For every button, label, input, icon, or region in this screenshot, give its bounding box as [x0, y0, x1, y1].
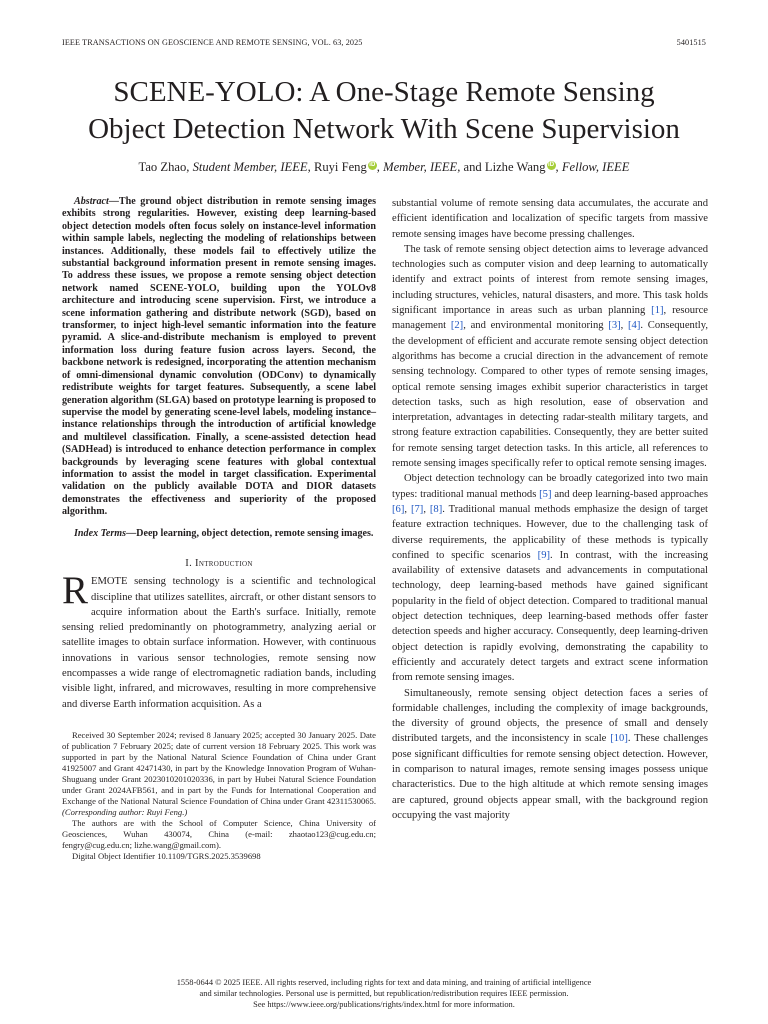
- citation-link[interactable]: [3]: [608, 320, 621, 332]
- citation-link[interactable]: [8]: [429, 503, 443, 515]
- footnote-divider: [62, 720, 376, 721]
- orcid-icon[interactable]: iD: [369, 162, 376, 168]
- citation-link[interactable]: [4]: [628, 320, 641, 332]
- abstract-text: The ground object distribution in remote sensing images exhibits strong regularities. However, existing deep learning-based object detection models often focus solely on instance-level information within sample labels, neglecting the modeling of relationships between instances. Additionally, these models fail to effectively utilize the substantial background information present in remote sensing images. To address these issues, we propose a remote sensing object detection network named SCENE-YOLO, building upon the YOLOv8 architecture and introducing scene supervision. First, we introduce a scene information gathering and distribute network (SGD), based on transformer, to inject high-level semantic information into the feature pyramid. A slice-and-distribute mechanism is employed to prevent information loss during feature fusion across layers. Second, the backbone network is redesigned, incorporating the attention mechanism of omni-dimensional dynamic convolution (ODConv) to dynamically redistribute weights for target features. Subsequently, a scene label generation algorithm (SLGA) based on prototype learning is proposed to supervise the model by generating scene-level labels, modeling instance–instance relationships through the introduction of artificial knowledge and multilevel classification. Finally, a scene-assisted detection head (SADHead) is introduced to enhance detection performance in complex backgrounds by leveraging scene features with global contextual information to assist the model in target classification. Experimental validation on the publicly available DOTA and DIOR datasets demonstrates the effectiveness and superiority of the proposed algorithm.: [62, 196, 376, 518]
- right-column: [392, 196, 708, 823]
- citation-link[interactable]: [10]: [610, 733, 628, 745]
- footnote-received: Received 30 September 2024; revised 8 January 2025; accepted 30 January 2025. Date of publication 7 February 2025; date of current version 18 February 2025. This work was supported in part by the National Natural Science Foundation of China under Grant 41925007 and Grant 42471430, in part by the Knowledge Innovation Program of Wuhan-Shuguang under Grant 2023010201020336, in part by Hubei Natural Science Foundation under Grant 2024AFB561, and in part by the Funds for International Cooperation and Exchange of the National Natural Science Foundation of China under Grant 42311530065. (Corresponding author: Ruyi Feng.): [62, 730, 376, 818]
- copyright-line-3[interactable]: See https://www.ieee.org/publications/rights/index.html for more information.: [253, 1000, 515, 1009]
- paragraph-methods: Object detection technology can be broadly categorized into two main types: traditional manual methods [5] and deep learning-based approaches [6], [7], [8]. Traditional manual methods emphasize the design of target feature extraction techniques. However, due to the challenging task of diverse requirements, the applicability of these methods is typically confined to specific scenarios [9]. In contrast, with the increasing availability of extensive datasets and advancements in computational technology, deep learning-based methods have gained significant popularity in the field of object detection. Compared to traditional manual object detection techniques, deep learning-based methods offer faster detection speeds and higher accuracy. Consequently, deep learning-driven object detection is rapidly evolving, demonstrating the capability to efficiently and accurately detect targets and extract scene information from remote sensing images.: [392, 473, 709, 684]
- author-1: Tao Zhao,: [138, 160, 190, 174]
- author-1-role: Student Member, IEEE,: [192, 160, 311, 174]
- author-conjunction: and: [463, 160, 482, 174]
- paragraph-continued: substantial volume of remote sensing data accumulates, the accurate and efficient identification and localization of specific targets from massive remote sensing images have become pressing challenges.: [392, 198, 708, 240]
- paragraph-challenges: Simultaneously, remote sensing object detection faces a series of formidable challenges, including the complexity of image backgrounds, the diversity of ground objects, the presence of small and densely distributed targets, and the inconsistency in scale [10]. These challenges pose significant difficulties for remote sensing object detection. However, in comparison to natural images, remote sensing images possess unique characteristics. Due to the high altitude at which remote sensing images are captured, ground objects appear small, with the background region occupying the vast majority: [392, 687, 708, 821]
- copyright-line-1: 1558-0644 © 2025 IEEE. All rights reserved, including rights for text and data mining, and training of artificial intelligence: [176, 978, 592, 987]
- index-terms: Index Terms—Deep learning, object detection, remote sensing images.: [74, 527, 374, 539]
- paragraph-task: The task of remote sensing object detection aims to leverage advanced technologies such as computer vision and deep learning to automatically identify and extract points of interest from remote sensing images, including structures, vehicles, natural disasters, and more. This task holds significant importance in areas such as urban planning [1], resource management [2], and environmental monitoring [3], [4]. Consequently, the development of efficient and accurate remote sensing object detection algorithms has become a crucial direction in the advancement of remote sensing technology. Compared to other types of remote sensing images, optical remote sensing images exhibit superior characteristics in target detection tasks, such as high resolution, ease of observation and interpretation, advantages in detecting radar-stealth military targets, and strong feature extraction capabilities. Consequently, they are better suited for remote sensing target detection tasks. In this article, all references to remote sensing images specifically refer to optical remote sensing images.: [392, 243, 708, 470]
- orcid-icon[interactable]: iD: [548, 162, 555, 168]
- abstract-label: Abstract: [74, 196, 109, 207]
- title-line-1: SCENE-YOLO: A One-Stage Remote Sensing: [113, 76, 655, 108]
- copyright-line-2: and similar technologies. Personal use is permitted, but republication/redistribution requires IEEE permission.: [199, 989, 569, 998]
- left-column: [62, 196, 376, 862]
- citation-link[interactable]: [2]: [450, 320, 464, 332]
- section-heading-introduction: I. Introduction: [185, 557, 253, 569]
- author-list: Tao Zhao, Student Member, IEEE, Ruyi Feng iD , Member, IEEE, and Lizhe Wang iD , Fellow, IEEE: [138, 160, 630, 174]
- running-header: [62, 38, 706, 50]
- index-terms-label: Index Terms: [74, 527, 127, 539]
- title-line-2: Object Detection Network With Scene Supervision: [88, 113, 680, 145]
- author-3[interactable]: Lizhe Wang: [484, 160, 546, 174]
- paper-title: [40, 74, 728, 148]
- citation-link[interactable]: [5]: [539, 488, 552, 500]
- citation-link[interactable]: [9]: [537, 549, 551, 561]
- abstract: Abstract—The ground object distribution in remote sensing images exhibits strong regularities. However, existing deep learning-based object detection models often focus solely on instance-level information within sample labels, neglecting the modeling of relationships between instances. Additionally, these models fail to effectively utilize the substantial background information present in remote sensing images. To address these issues, we propose a remote sensing object detection network named SCENE-YOLO, building upon the YOLOv8 architecture and introducing scene supervision. First, we introduce a scene information gathering and distribute network (SGD), based on transformer, to inject high-level semantic information into the feature pyramid. A slice-and-distribute mechanism is employed to prevent information loss during feature fusion across layers. Second, the backbone network is redesigned, incorporating the attention mechanism of omni-dimensional dynamic convolution (ODConv) to dynamically redistribute weights for target features. Subsequently, a scene label generation algorithm (SLGA) based on prototype learning is proposed to supervise the model by generating scene-level labels, modeling instance–instance relationships through the introduction of artificial knowledge and multilevel classification. Finally, a scene-assisted detection head (SADHead) is introduced to enhance detection performance in complex backgrounds by leveraging scene features with global contextual information to assist the model in target classification. Experimental validation on the publicly available DOTA and DIOR datasets demonstrates the effectiveness and superiority of the proposed algorithm.: [62, 196, 376, 518]
- index-terms-text: Deep learning, object detection, remote sensing images.: [136, 527, 374, 539]
- author-3-role: Fellow, IEEE: [561, 160, 630, 174]
- citation-link[interactable]: [6]: [392, 503, 405, 515]
- author-2[interactable]: Ruyi Feng: [313, 160, 367, 174]
- footnote-doi[interactable]: Digital Object Identifier 10.1109/TGRS.2025.3539698: [72, 851, 261, 862]
- citation-link[interactable]: [1]: [651, 305, 664, 317]
- page-number: 5401515: [676, 38, 706, 47]
- citation-link[interactable]: [7]: [410, 503, 424, 515]
- drop-cap: R: [62, 569, 89, 613]
- journal-name: IEEE TRANSACTIONS ON GEOSCIENCE AND REMOTE SENSING, VOL. 63, 2025: [62, 38, 363, 47]
- footnote-affiliation: The authors are with the School of Computer Science, China University of Geosciences, Wuhan 430074, China (e-mail: zhaotao123@cug.edu.cn; fengry@cug.edu.cn; lizhe.wang@gmail.com).: [62, 818, 376, 851]
- copyright-footer: [40, 977, 728, 1010]
- intro-paragraph-1: REMOTE sensing technology is a scientific and technological discipline that utilizes satellites, aircraft, or other distant sensors to acquire information about the Earth's surface. Initially, remote sensing relied predominantly on photogrammetry, analyzing aerial or satellite images to obtain surface information. However, with continuous innovations in various sensor technologies, remote sensing now encompasses a wide range of electromagnetic radiation bands, including visible light, infrared, and microwaves, resulting in more comprehensive and diverse Earth information acquisition. As a: [62, 569, 376, 710]
- author-2-role: Member, IEEE,: [383, 160, 461, 174]
